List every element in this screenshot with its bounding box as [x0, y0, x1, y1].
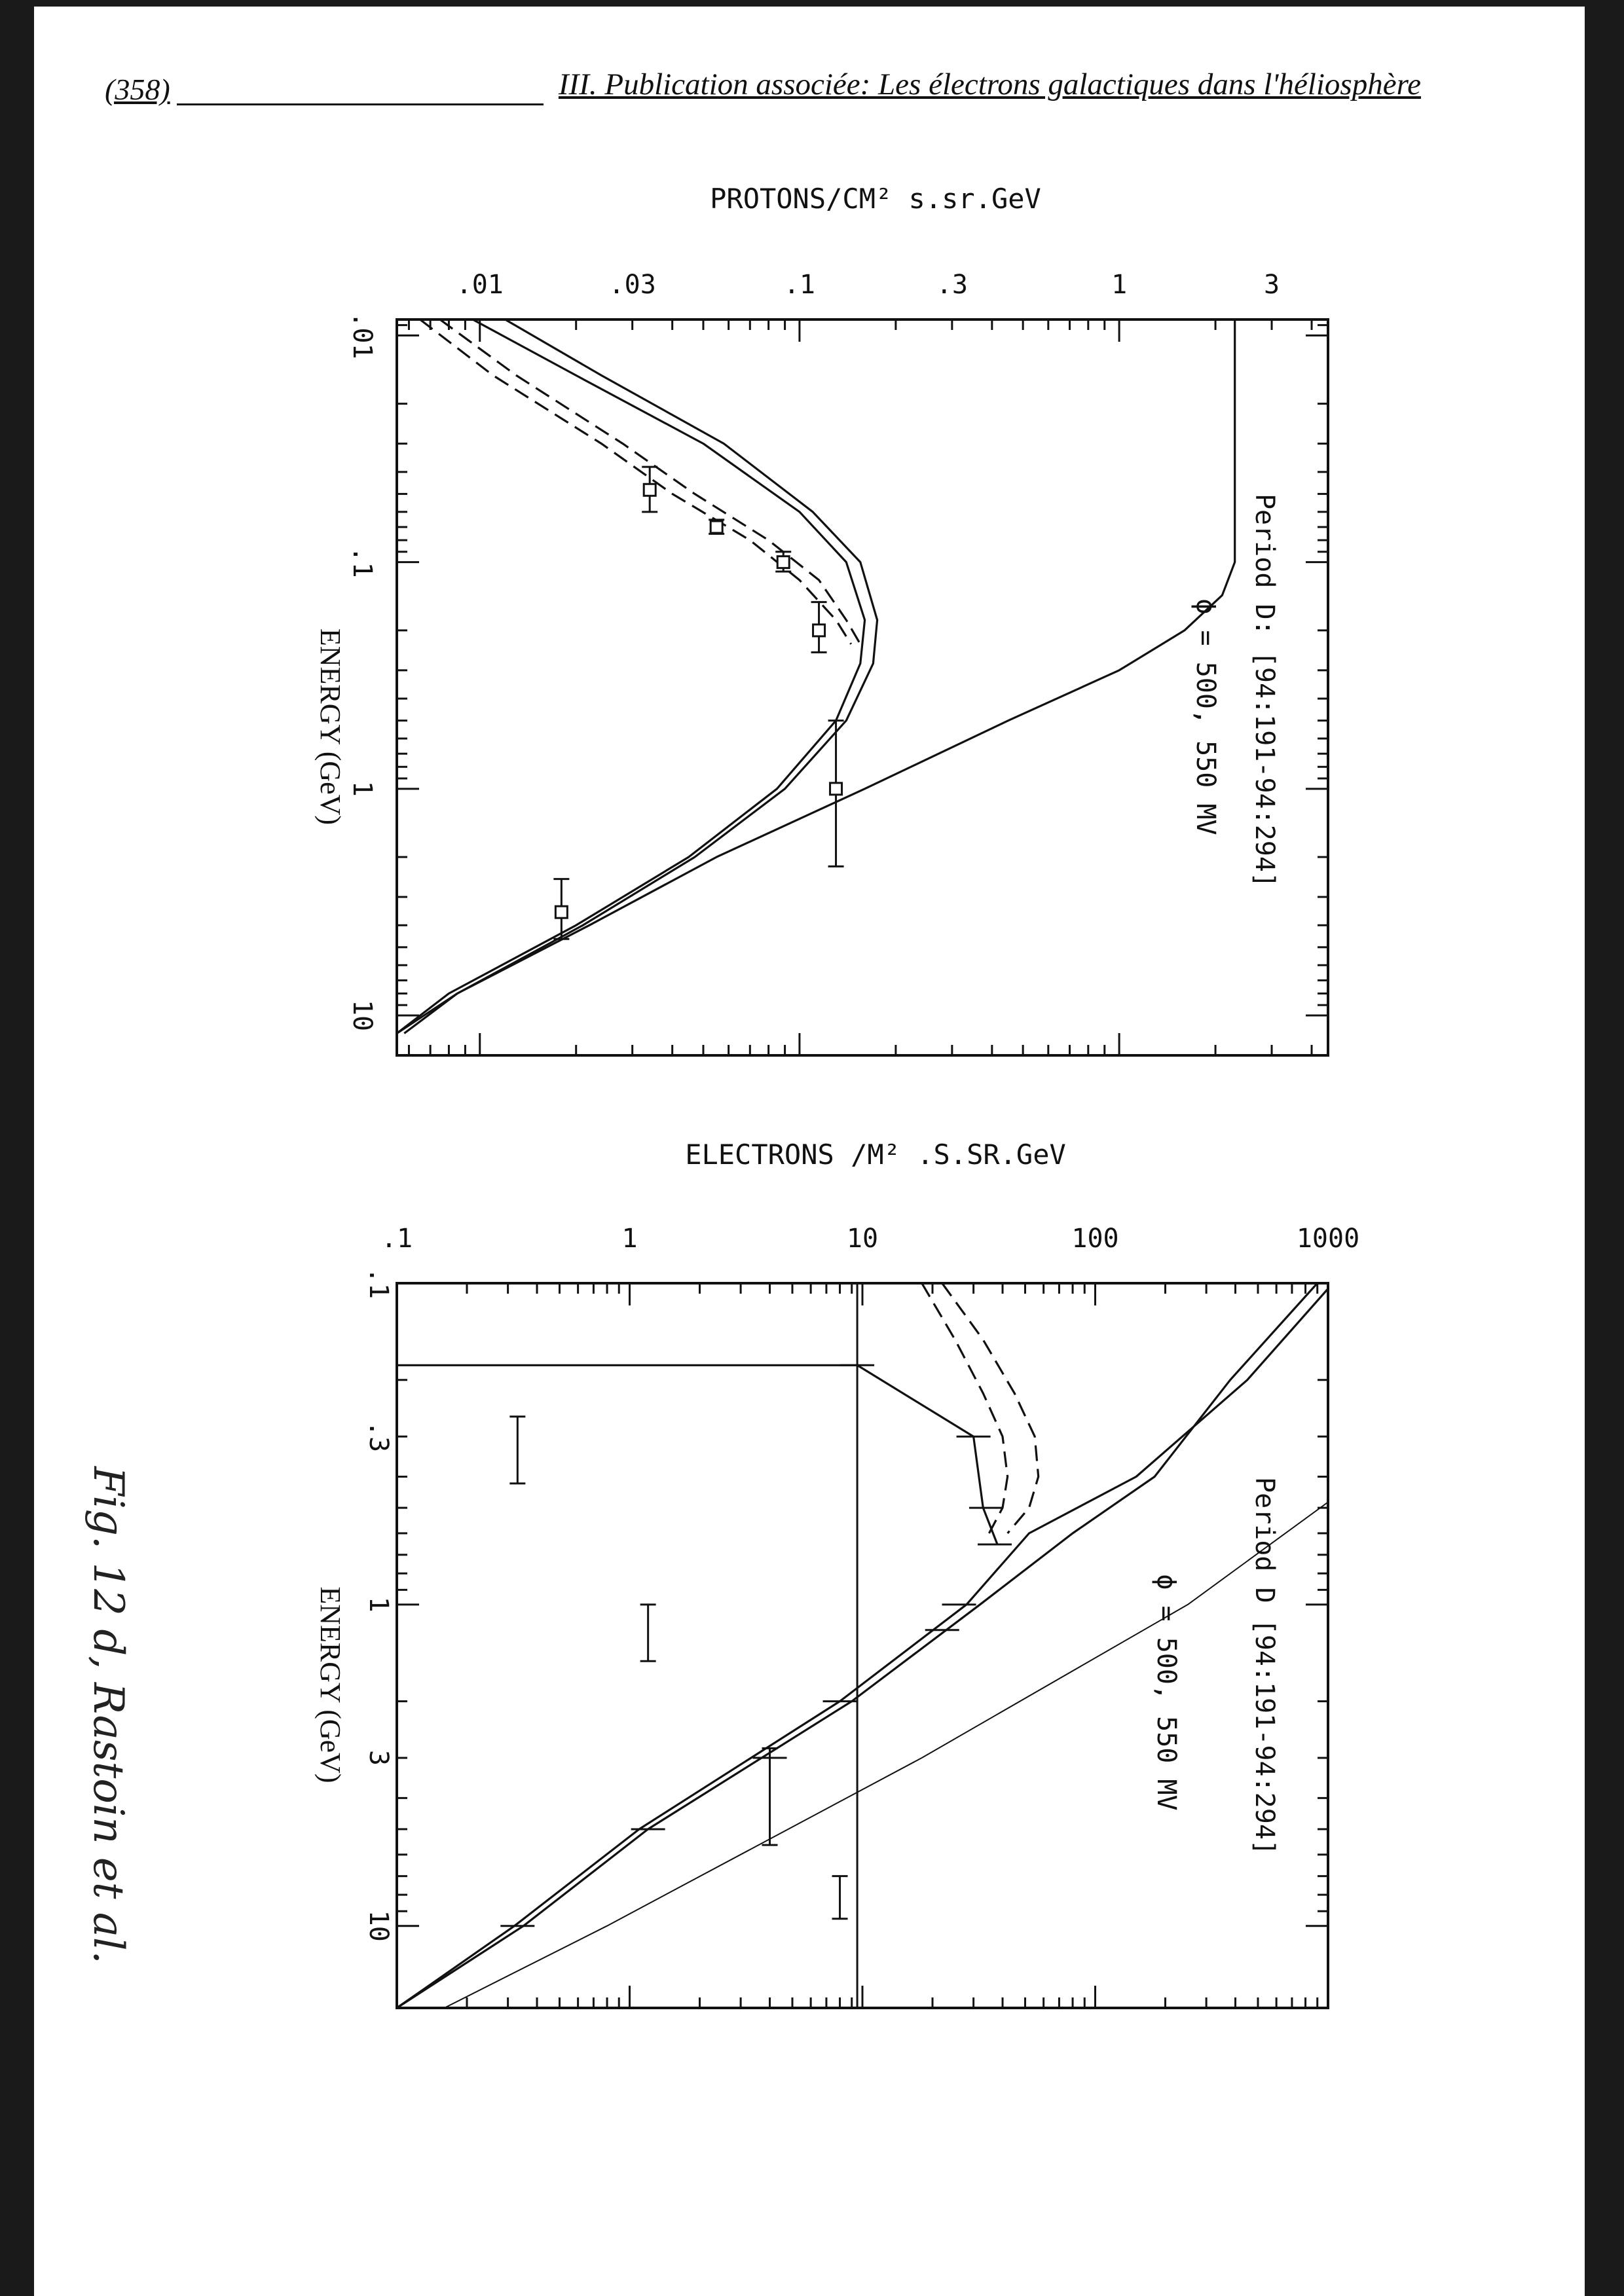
energy-tick-label: .01 — [347, 312, 377, 359]
plot-frame — [397, 1283, 1328, 2008]
data-point — [830, 783, 842, 795]
flux-tick-label: 1000 — [1296, 1224, 1360, 1254]
model-curve — [397, 319, 1235, 1033]
model-curve — [445, 1502, 1328, 2008]
page-number: (358) — [105, 73, 170, 106]
flux-tick-label: .01 — [456, 270, 504, 300]
flux-tick-label: 100 — [1071, 1224, 1119, 1254]
flux-axis-title: ELECTRONS /M² .S.SR.GeV — [685, 1139, 1066, 1171]
dashed-model-curve — [922, 1283, 1008, 1533]
flux-tick-label: .3 — [936, 270, 968, 300]
plot-area — [397, 319, 1235, 1033]
data-point — [644, 484, 655, 496]
data-point — [813, 625, 825, 636]
flux-tick-label: 3 — [1263, 270, 1280, 300]
phi-annotation: ϕ = 500, 550 MV — [1190, 598, 1221, 835]
period-annotation: Period D: [94:191-94:294] — [1249, 493, 1280, 888]
model-curve — [404, 319, 877, 1033]
energy-axis-title: ENERGY (GeV) — [314, 1586, 346, 1783]
flux-tick-label: .1 — [380, 1224, 413, 1254]
model-curve — [397, 1365, 997, 1544]
data-point — [777, 556, 789, 568]
flux-axis-title: PROTONS/CM² s.sr.GeV — [710, 183, 1041, 215]
energy-tick-label: 1 — [347, 780, 377, 797]
flux-tick-label: .03 — [608, 270, 656, 300]
energy-tick-label: .1 — [363, 1267, 394, 1300]
energy-tick-label: 10 — [347, 999, 377, 1032]
electron-spectrum-chart — [314, 1139, 1359, 2123]
flux-tick-label: 10 — [846, 1224, 879, 1254]
energy-axis-title: ENERGY (GeV) — [314, 628, 346, 826]
flux-tick-label: 1 — [1111, 270, 1128, 300]
proton-spectrum-chart — [314, 183, 1328, 1055]
handwritten-caption — [59, 1467, 157, 2056]
model-curve — [397, 319, 865, 1033]
running-title: III. Publication associée: Les électrons galactiques dans l'héliosphère — [558, 67, 1421, 101]
energy-tick-label: 3 — [363, 1749, 394, 1766]
energy-tick-label: .1 — [347, 546, 377, 578]
energy-tick-label: 10 — [363, 1910, 394, 1942]
energy-tick-label: 1 — [363, 1596, 394, 1613]
dashed-model-curve — [420, 319, 851, 644]
phi-annotation: ϕ = 500, 550 MV — [1151, 1574, 1181, 1811]
data-point — [555, 906, 567, 918]
flux-tick-label: 1 — [621, 1224, 638, 1254]
flux-tick-label: .1 — [783, 270, 816, 300]
data-point — [710, 521, 722, 533]
energy-tick-label: .3 — [363, 1421, 394, 1453]
period-annotation: Period D [94:191-94:294] — [1249, 1477, 1280, 1855]
handwritten-caption-text: Fig. 12 d, Rastoin et al. — [84, 1467, 132, 1964]
plot-area — [397, 1283, 1333, 2123]
model-curve — [397, 1283, 1333, 2008]
